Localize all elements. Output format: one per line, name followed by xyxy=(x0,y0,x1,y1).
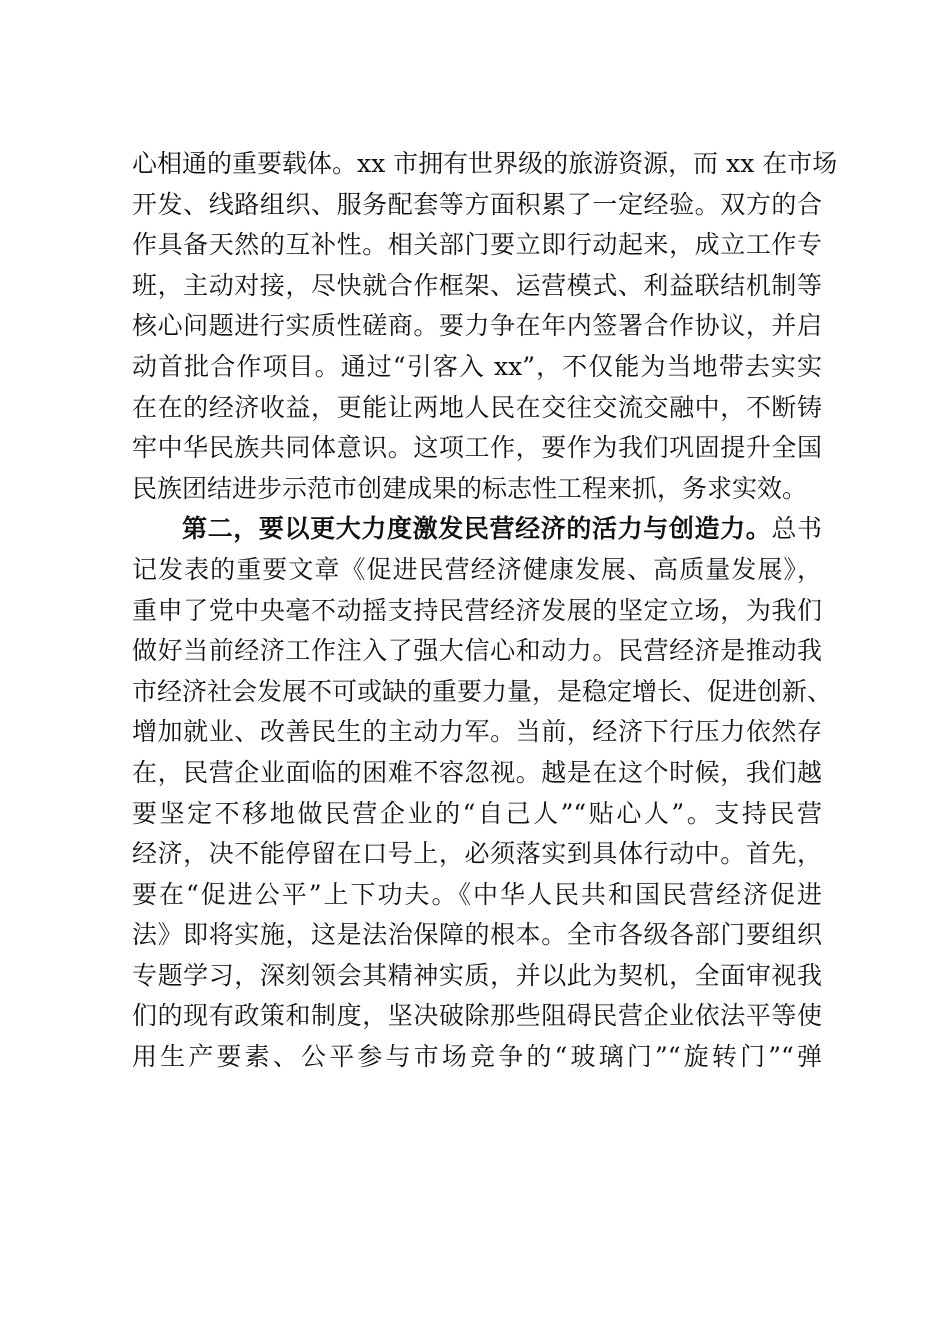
text-line: 法》即将实施，这是法治保障的根本。全市各级各部门要组织 xyxy=(132,920,822,950)
text-line: 记发表的重要文章《促进民营经济健康发展、高质量发展》， xyxy=(132,554,822,584)
text-line: 经济，决不能停留在口号上，必须落实到具体行动中。首先， xyxy=(132,839,822,869)
paragraph-tourism-cooperation xyxy=(132,144,838,509)
text-line: 动首批合作项目。通过“引客入 xx”，不仅能为当地带去实实 xyxy=(132,351,822,381)
text-line: 在在的经济收益，更能让两地人民在交往交流交融中，不断铸 xyxy=(132,392,822,422)
text-line: 重申了党中央毫不动摇支持民营经济发展的坚定立场，为我们 xyxy=(132,595,822,625)
text-line: 开发、线路组织、服务配套等方面积累了一定经验。双方的合 xyxy=(132,189,822,219)
text-line: 专题学习，深刻领会其精神实质，并以此为契机，全面审视我 xyxy=(132,960,822,990)
text-line: 心相通的重要载体。xx 市拥有世界级的旅游资源，而 xx 在市场 xyxy=(132,149,838,178)
text-line: 们的现有政策和制度，坚决破除那些阻碍民营企业依法平等使 xyxy=(132,1001,822,1031)
paragraph-private-economy xyxy=(132,509,833,1077)
text-line: 要在“促进公平”上下功夫。《中华人民共和国民营经济促进 xyxy=(132,879,822,909)
text-line: 用生产要素、公平参与市场竞争的“玻璃门”“旋转门”“弹 xyxy=(132,1042,822,1072)
text-fragment: 总书 xyxy=(771,514,822,544)
text-line: 作具备天然的互补性。相关部门要立即行动起来，成立工作专 xyxy=(132,230,822,260)
text-line: 做好当前经济工作注入了强大信心和动力。民营经济是推动我 xyxy=(132,636,822,666)
text-line: 在，民营企业面临的困难不容忽视。越是在这个时候，我们越 xyxy=(132,757,822,787)
paragraph-first-line xyxy=(132,509,822,550)
document-body xyxy=(132,144,838,1078)
text-line: 增加就业、改善民生的主动力军。当前，经济下行压力依然存 xyxy=(132,717,822,747)
text-line: 牢中华民族共同体意识。这项工作，要作为我们巩固提升全国 xyxy=(132,433,822,463)
text-line: 民族团结进步示范市创建成果的标志性工程来抓，务求实效。 xyxy=(132,473,808,503)
text-line: 核心问题进行实质性磋商。要力争在年内签署合作协议，并启 xyxy=(132,311,822,341)
text-line: 市经济社会发展不可或缺的重要力量，是稳定增长、促进创新、 xyxy=(132,676,833,706)
text-line: 要坚定不移地做民营企业的“自己人”“贴心人”。支持民营 xyxy=(132,798,822,828)
text-line: 班，主动对接，尽快就合作框架、运营模式、利益联结机制等 xyxy=(132,270,822,300)
section-heading: 第二，要以更大力度激发民营经济的活力与创造力。 xyxy=(182,514,772,544)
